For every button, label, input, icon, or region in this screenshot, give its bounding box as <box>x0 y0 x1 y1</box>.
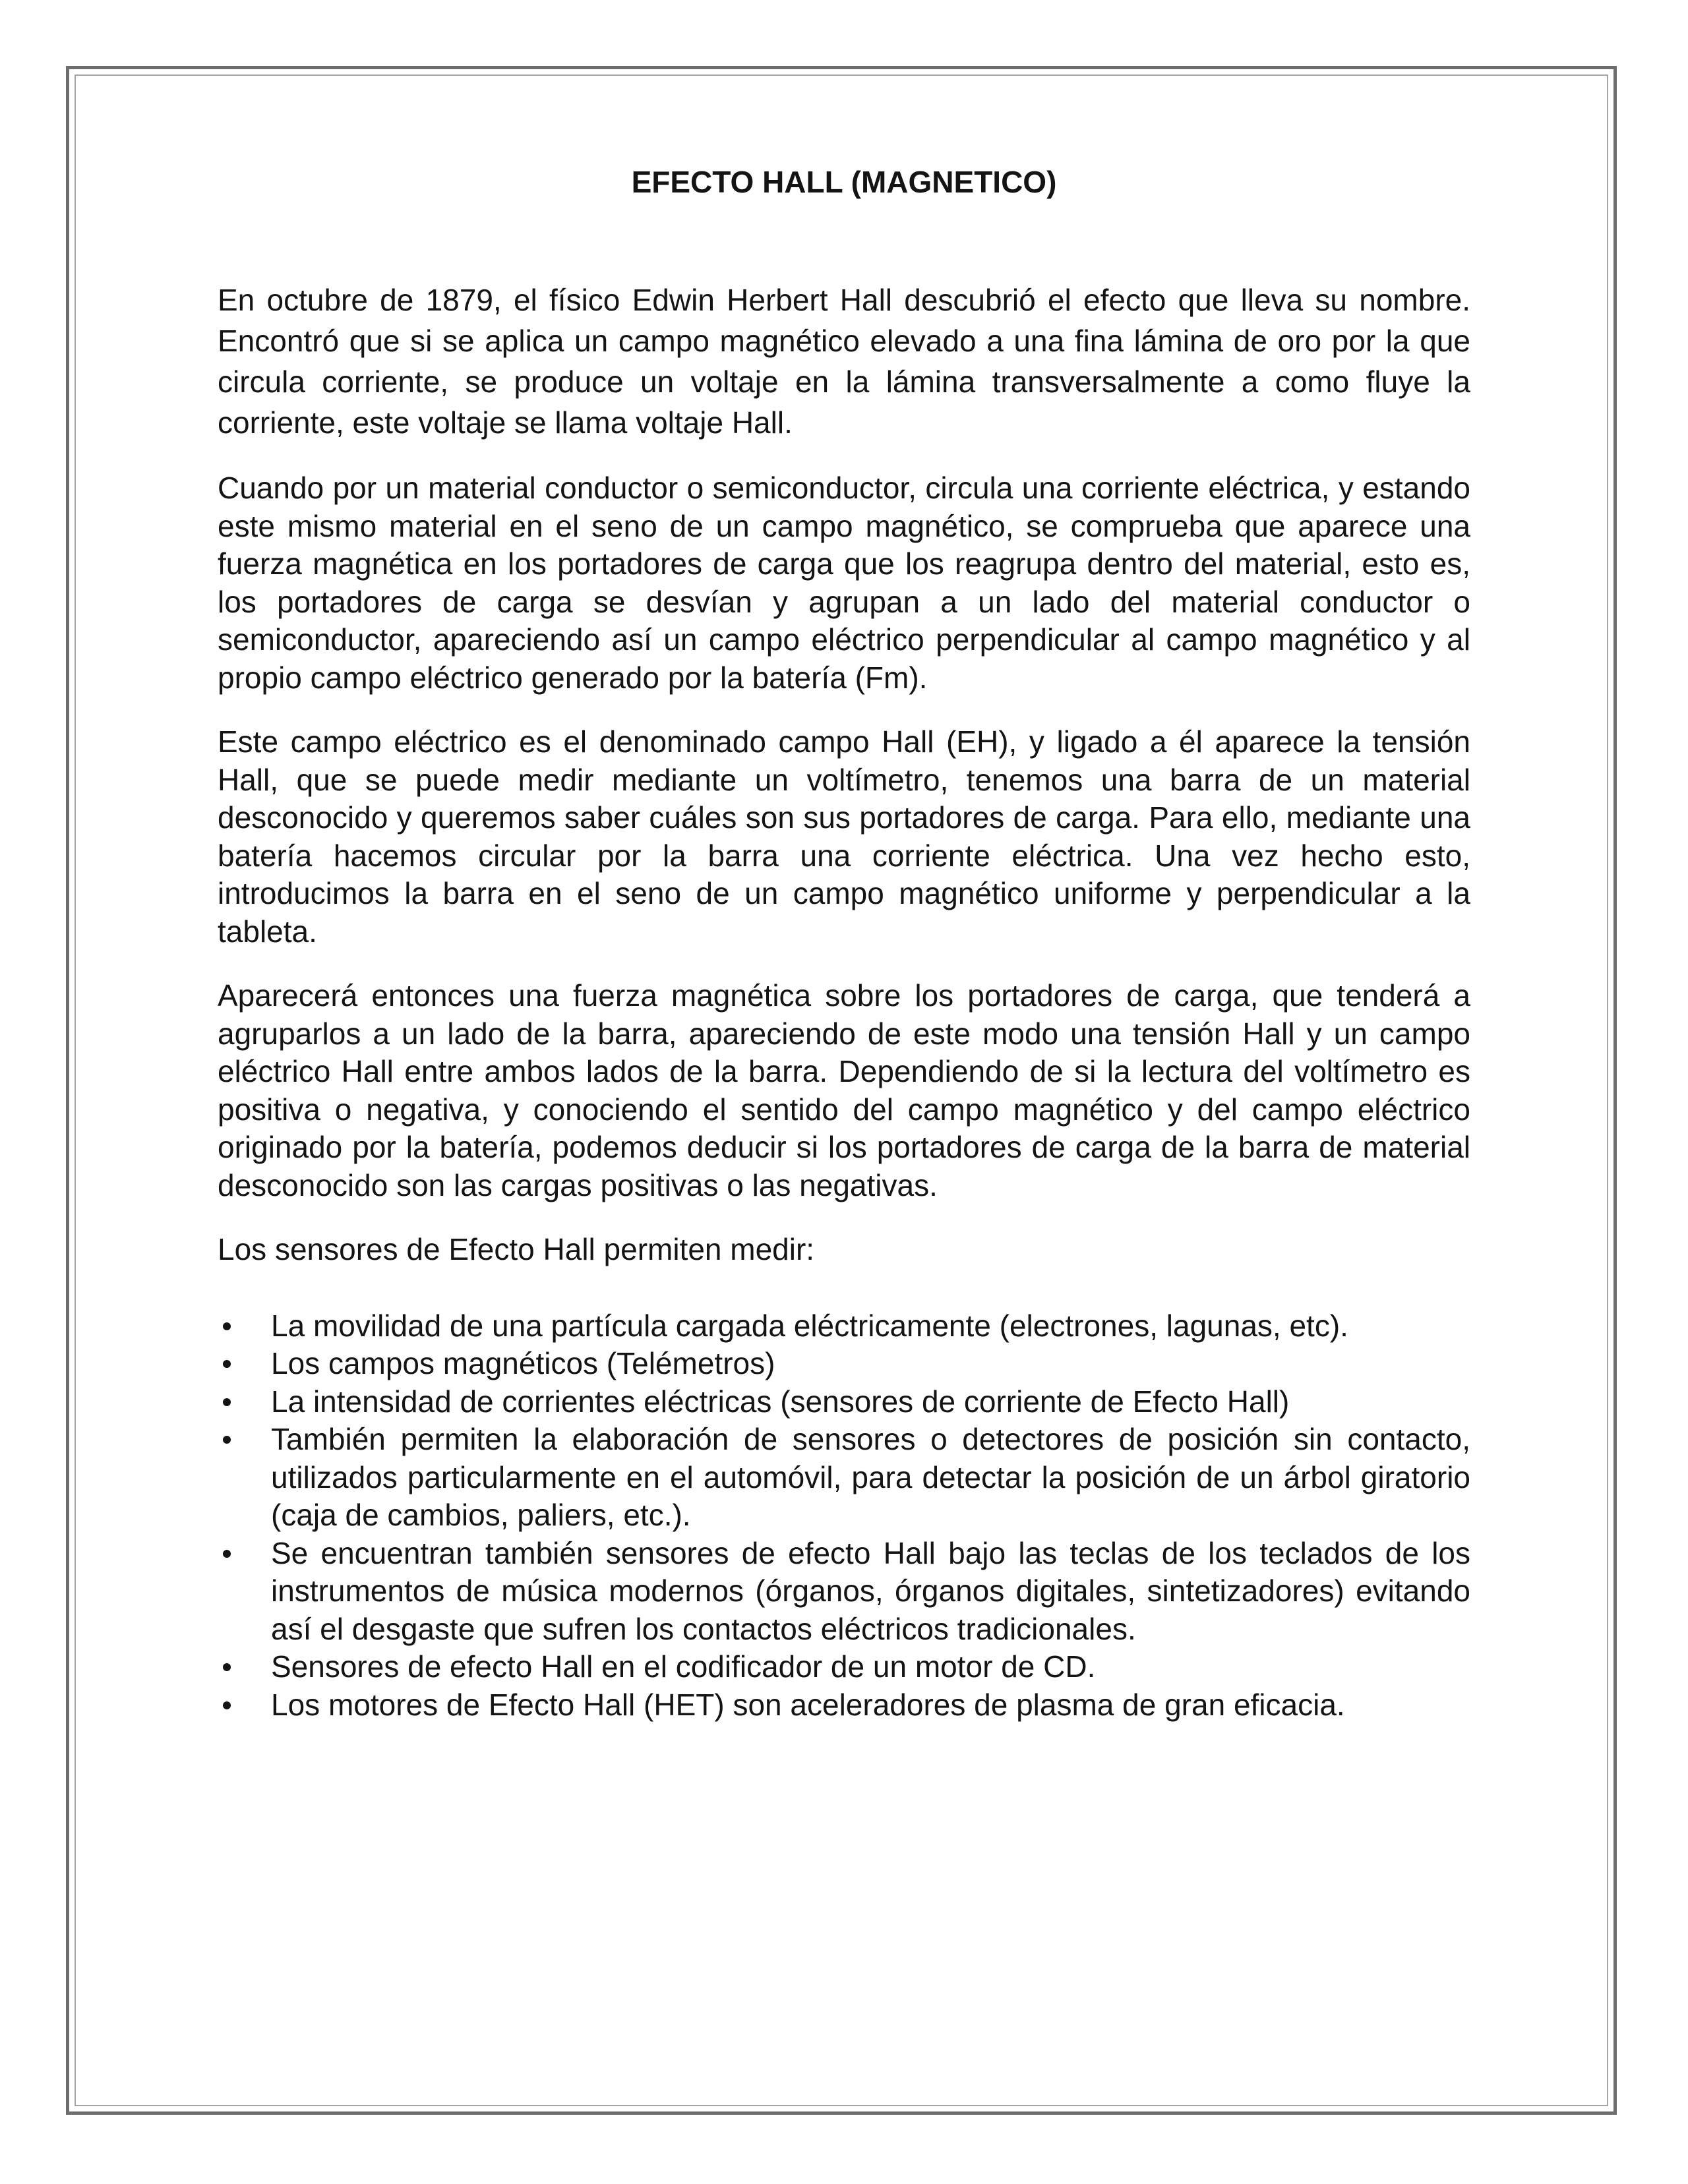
list-item <box>218 1421 1470 1535</box>
document-title: EFECTO HALL (MAGNETICO) <box>631 165 1057 199</box>
list-item <box>218 1648 1470 1686</box>
list-item-text: Se encuentran también sensores de efecto Hall bajo las teclas de los teclados de los instrumentos de música modernos (órganos, órganos digitales, sintetizadores) evitando así el desgaste que sufren los contactos eléctricos tradicionales. <box>271 1535 1470 1646</box>
bullet-icon <box>223 1550 231 1558</box>
bullet-icon <box>223 1322 231 1330</box>
list-item-text: Sensores de efecto Hall en el codificador de un motor de CD. <box>271 1649 1096 1684</box>
list-item-text: Los motores de Efecto Hall (HET) son aceleradores de plasma de gran eficacia. <box>271 1687 1345 1722</box>
paragraph-intro: En octubre de 1879, el físico Edwin Herbert Hall descubrió el efecto que lleva su nombre. Encontró que si se aplica un campo magnético elevado a una fina lámina de oro por la que circula corriente, se produce un voltaje en la lámina transversalmente a como fluye la corriente, este voltaje se llama voltaje Hall. <box>218 283 1470 440</box>
paragraph-sensores-intro: Los sensores de Efecto Hall permiten medir: <box>218 1232 815 1266</box>
document-body <box>218 162 1470 1724</box>
paragraph-campo-hall: Este campo eléctrico es el denominado campo Hall (EH), y ligado a él aparece la tensión Hall, que se puede medir mediante un voltímetro, tenemos una barra de un material desconocido y queremos saber cuáles son sus portadores de carga. Para ello, mediante una batería hacemos circular por la barra una corriente eléctrica. Una vez hecho esto, introducimos la barra en el seno de un campo magnético uniforme y perpendicular a la tableta. <box>218 724 1470 949</box>
list-item <box>218 1307 1470 1345</box>
list-item <box>218 1383 1470 1421</box>
bullet-icon <box>223 1360 231 1368</box>
list-item <box>218 1345 1470 1383</box>
bullet-icon <box>223 1701 231 1709</box>
list-item-text: Los campos magnéticos (Telémetros) <box>271 1346 775 1380</box>
list-item-text: La movilidad de una partícula cargada eléctricamente (electrones, lagunas, etc). <box>271 1308 1348 1343</box>
list-item <box>218 1686 1470 1725</box>
bullet-icon <box>223 1663 231 1671</box>
bullet-icon <box>223 1398 231 1406</box>
list-item-text: También permiten la elaboración de sensores o detectores de posición sin contacto, utilizados particularmente en el automóvil, para detectar la posición de un árbol giratorio (caja de cambios, paliers, etc.). <box>271 1422 1470 1532</box>
sensor-uses-list <box>218 1307 1470 1725</box>
bullet-icon <box>223 1436 231 1444</box>
list-item-text: La intensidad de corrientes eléctricas (sensores de corriente de Efecto Hall) <box>271 1384 1290 1419</box>
paragraph-conductor: Cuando por un material conductor o semiconductor, circula una corriente eléctrica, y estando este mismo material en el seno de un campo magnético, se comprueba que aparece una fuerza magnética en los portadores de carga que los reagrupa dentro del material, esto es, los portadores de carga se desvían y agrupan a un lado del material conductor o semiconductor, apareciendo así un campo eléctrico perpendicular al campo magnético y al propio campo eléctrico generado por la batería (Fm). <box>218 471 1470 695</box>
list-item <box>218 1535 1470 1649</box>
paragraph-fuerza-magnetica: Aparecerá entonces una fuerza magnética sobre los portadores de carga, que tenderá a agruparlos a un lado de la barra, apareciendo de este modo una tensión Hall y un campo eléctrico Hall entre ambos lados de la barra. Dependiendo de si la lectura del voltímetro es positiva o negativa, y conociendo el sentido del campo magnético y del campo eléctrico originado por la batería, podemos deducir si los portadores de carga de la barra de material desconocido son las cargas positivas o las negativas. <box>218 978 1470 1202</box>
